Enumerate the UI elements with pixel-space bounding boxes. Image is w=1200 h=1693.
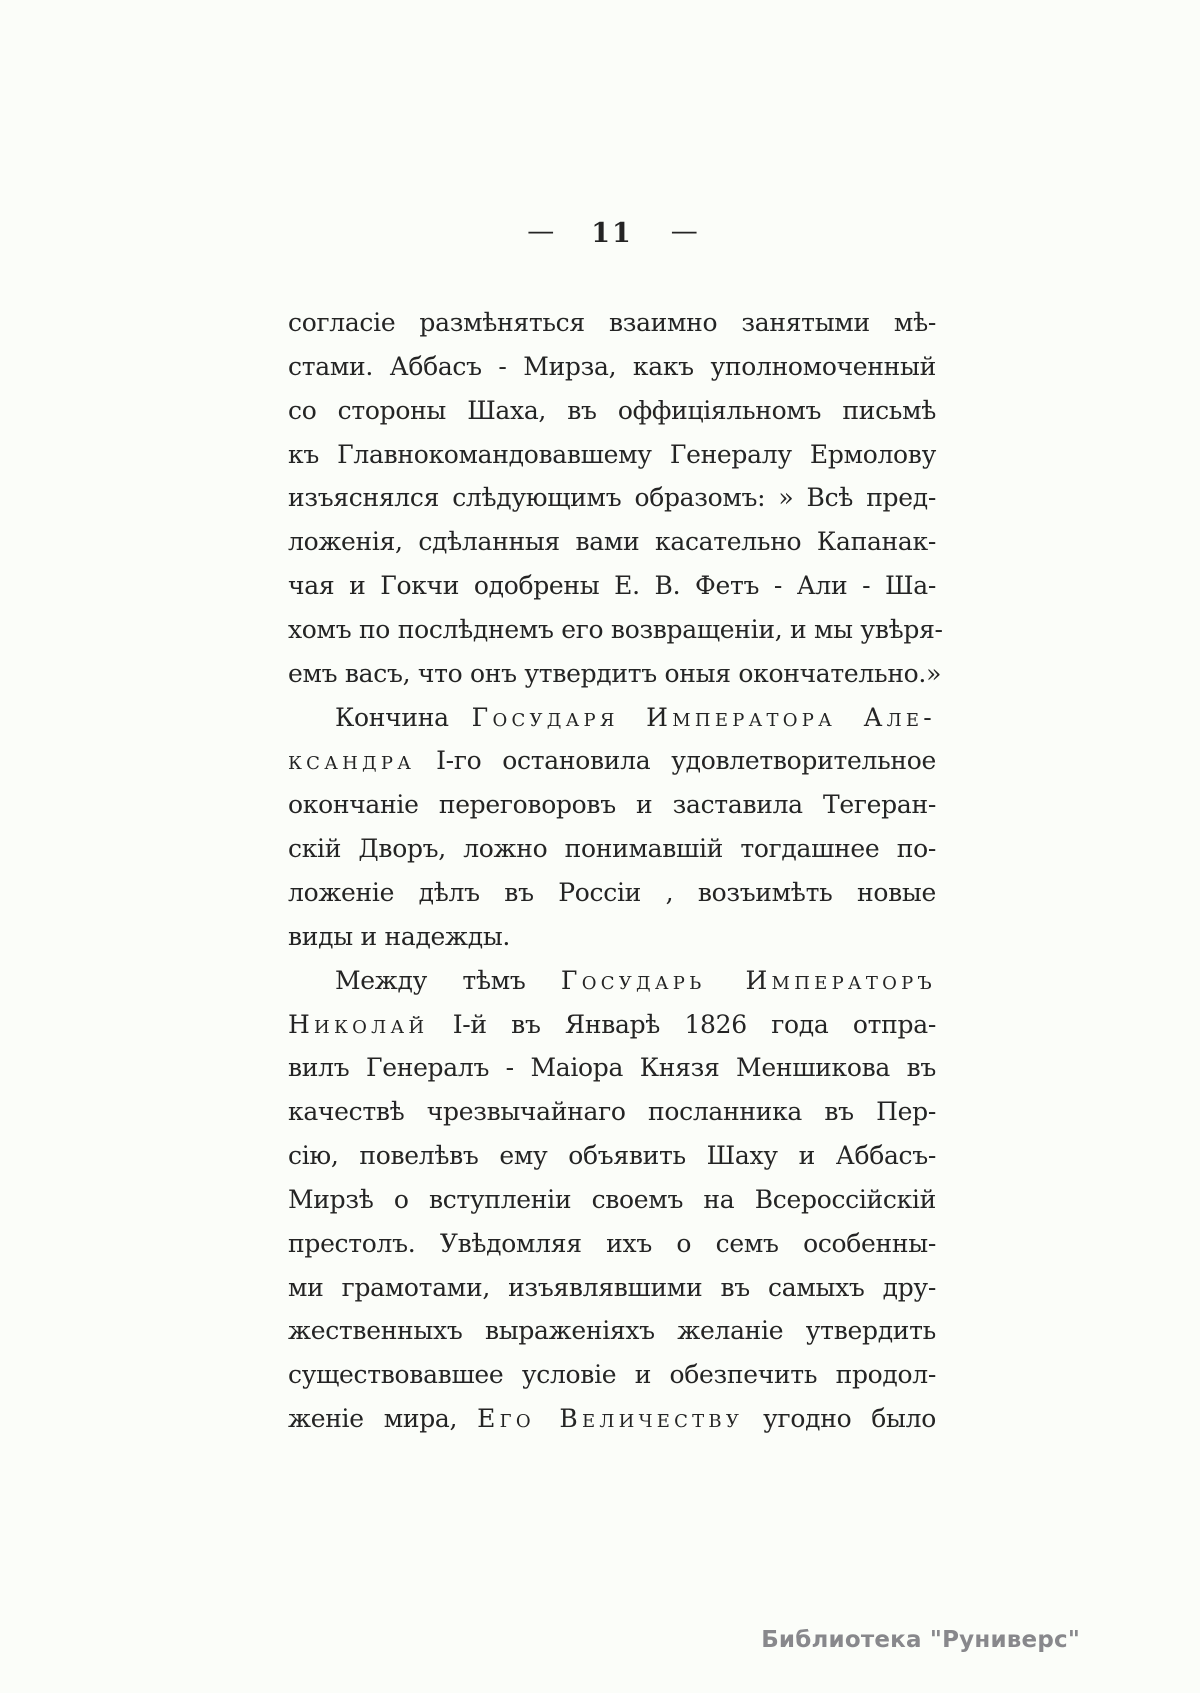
body-text: емъ васъ, что онъ утвердитъ оныя окончательно.» [288, 658, 942, 688]
body-text: Кончина [335, 702, 472, 732]
text-line [288, 1266, 936, 1310]
text-line [288, 345, 936, 389]
text-line [288, 608, 943, 652]
body-text: къ Главнокомандовавшему Генералу Ермолову [288, 439, 936, 469]
small-caps-text: ксандра [288, 746, 416, 776]
small-caps-text: Государя Императора Але- [471, 702, 936, 732]
body-text: сію, повелѣвъ ему объявить Шаху и Аббасъ- [288, 1141, 936, 1171]
body-text: Мирзѣ о вступленіи своемъ на Всероссійскій [288, 1184, 936, 1214]
text-line [288, 1178, 936, 1222]
text-block [288, 301, 943, 1441]
body-text: I-й въ Январѣ 1826 года отпра- [428, 1009, 936, 1039]
body-text: согласіе размѣняться взаимно занятыми мѣ- [288, 308, 936, 337]
body-text: существовавшее условіе и обезпечить продол- [288, 1360, 936, 1390]
library-watermark: Библиотека "Руниверс" [761, 1627, 1080, 1653]
body-text: качествѣ чрезвычайнаго посланника въ Пер- [288, 1097, 936, 1127]
text-line [288, 783, 936, 827]
text-line [288, 1134, 936, 1178]
text-line [288, 739, 936, 783]
text-line [288, 1353, 936, 1397]
body-text: стами. Аббасъ - Мирза, какъ уполномоченный [288, 351, 936, 381]
text-line [288, 433, 936, 477]
text-line [288, 476, 936, 520]
header-dash-left: — [527, 216, 554, 247]
text-line [288, 827, 936, 871]
body-text: ложенія, сдѣланныя вами касательно Капанак- [288, 527, 936, 557]
body-text: вилъ Генералъ - Маіора Князя Меншикова въ [288, 1053, 936, 1083]
text-line [288, 1090, 936, 1134]
body-text: хомъ по послѣднемъ его возвращеніи, и мы увѣря- [288, 614, 943, 644]
body-text: женіе мира, [288, 1404, 478, 1434]
body-text: ложеніе дѣлъ въ Россіи , возъимѣть новые [288, 877, 936, 907]
text-line [288, 1046, 936, 1090]
page-header [288, 218, 936, 249]
text-line [288, 871, 936, 915]
text-line [288, 915, 936, 959]
small-caps-text: Его Величеству [477, 1404, 744, 1434]
text-line [288, 959, 936, 1003]
body-text: I-го остановила удовлетворительное [415, 746, 936, 776]
body-text: виды и надежды. [288, 921, 511, 951]
text-line [288, 1397, 936, 1441]
text-line [288, 301, 936, 345]
body-text: скій Дворъ, ложно понимавшій тогдашнее по- [288, 834, 936, 864]
page-number: 11 [591, 218, 633, 249]
text-line [288, 389, 936, 433]
body-text: чая и Гокчи одобрены Е. В. Фетъ - Али - Ша- [288, 571, 936, 601]
small-caps-text: Николай [288, 1009, 429, 1039]
text-line [288, 1003, 936, 1047]
body-text: жественныхъ выраженіяхъ желаніе утвердить [288, 1316, 936, 1346]
body-text: Между тѣмъ [335, 965, 561, 995]
text-line [288, 696, 936, 740]
body-text: изъяснялся слѣдующимъ образомъ: » Всѣ пред- [288, 483, 936, 513]
body-text: престолъ. Увѣдомляя ихъ о семъ особенны- [288, 1228, 936, 1258]
header-dash-right: — [670, 216, 697, 247]
text-line [288, 652, 942, 696]
body-text: окончаніе переговоровъ и заставила Тегеран- [288, 790, 936, 820]
text-line [288, 1309, 936, 1353]
text-line [288, 564, 936, 608]
body-text: со стороны Шаха, въ оффиціяльномъ письмѣ [288, 395, 936, 425]
text-line [288, 1222, 936, 1266]
small-caps-text: Государь Императоръ [560, 965, 936, 995]
body-text: ми грамотами, изъявлявшими въ самыхъ дру- [288, 1272, 936, 1302]
text-line [288, 520, 936, 564]
body-text: угодно было [743, 1404, 936, 1434]
